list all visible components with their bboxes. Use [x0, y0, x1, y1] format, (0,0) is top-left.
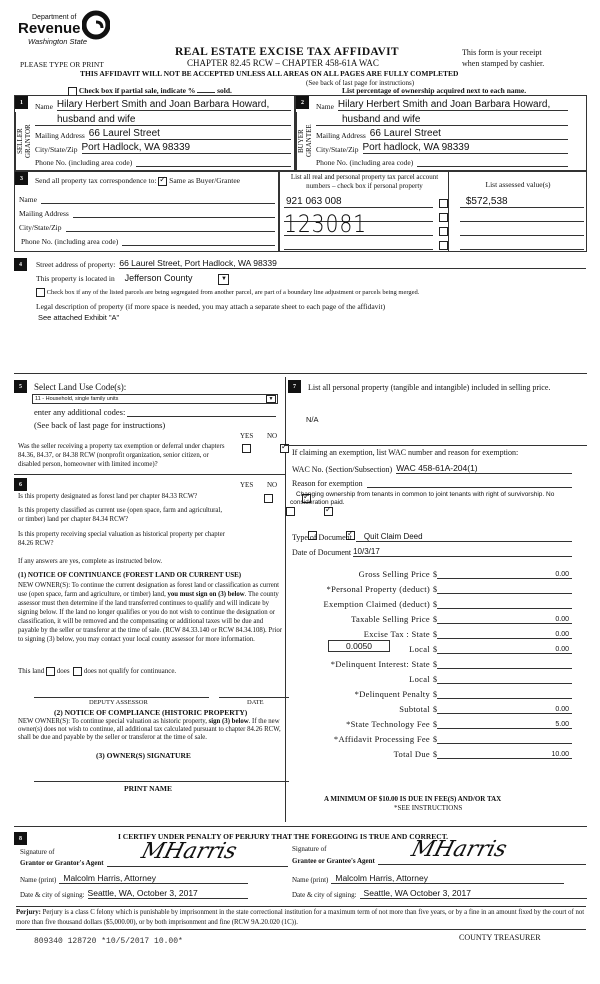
delinquent-penalty-label: *Delinquent Penalty — [354, 689, 430, 699]
land-use-value: 11 - Household, single family units — [35, 396, 119, 402]
excise-local-field[interactable]: 0.00 — [437, 646, 572, 654]
this-land-label: This land — [18, 667, 45, 676]
personal-property-checkbox[interactable] — [439, 199, 448, 208]
assessed-value-field[interactable] — [460, 210, 584, 222]
phone-label: Phone No. (including area code) — [35, 158, 133, 167]
buyer-label — [296, 112, 313, 170]
city-label: City/State/Zip — [19, 223, 62, 232]
personal-property-deduct-field[interactable] — [437, 584, 572, 594]
dollar-sign: $ — [433, 690, 437, 699]
legal-description-field[interactable]: See attached Exhibit "A" — [38, 313, 120, 322]
parcel-row — [284, 236, 584, 250]
assessed-header: List assessed value(s) — [485, 180, 551, 189]
money-row — [292, 579, 572, 594]
notice2-text-a: NEW OWNER(S): To continue special valuation as historic property, — [18, 718, 207, 725]
grantor-sig-label-2: Grantor or Grantor's Agent — [20, 859, 104, 867]
money-row — [292, 669, 572, 684]
money-row — [292, 684, 572, 699]
tax-calculation — [292, 564, 572, 759]
dollar-sign: $ — [433, 660, 437, 669]
parcel-table — [279, 171, 587, 252]
segregated-row — [36, 288, 419, 297]
doc-type-label: Type of Document — [292, 533, 352, 542]
grantor-text: GRANTOR — [24, 124, 32, 158]
notice1-text-b: . The county assessor must then determine if the land transferred continues to qualify and will indicate by signing below. If the land no longer qualifies or you do not wish to continue the designation or classification, it will be removed and the compensating or additional taxes will be due and payable by the seller or transferor at the time of sale. (RCW 84.33.140 or RCW 84.34.108). Prior to signing (3) below, you may contact your local county assessor for more information. — [18, 591, 283, 643]
please-type: PLEASE TYPE OR PRINT — [20, 60, 104, 69]
section-3-correspondence — [14, 171, 279, 252]
date-city-label: Date & city of signing: — [292, 891, 357, 899]
date-label: DATE — [247, 699, 264, 706]
name-print-label: Name (print) — [292, 876, 329, 884]
total-due-label: Total Due — [393, 749, 430, 759]
seller-phone-field[interactable] — [136, 157, 291, 167]
money-row — [292, 609, 572, 624]
taxable-price-field[interactable]: 0.00 — [437, 616, 572, 624]
street-label: Street address of property: — [36, 260, 116, 269]
gross-price-field[interactable]: 0.00 — [437, 571, 572, 579]
exemption-label: If claiming an exemption, list WAC number and reason for exemption: — [292, 448, 519, 457]
located-label: This property is located in — [36, 274, 115, 283]
seller-address-field[interactable]: 66 Laurel Street — [89, 128, 291, 140]
dollar-sign: $ — [433, 570, 437, 579]
reason-line[interactable] — [367, 478, 572, 488]
name-print-label: Name (print) — [20, 876, 57, 884]
send-row — [35, 176, 240, 186]
section-8-certification — [14, 826, 587, 906]
receipt-note-2: when stamped by cashier. — [462, 59, 545, 68]
seller-name-field[interactable]: Hilary Herbert Smith and Joan Barbara Howard, — [57, 99, 291, 111]
grantor-signature: MHarris — [138, 839, 240, 864]
left-column — [14, 377, 286, 822]
subtotal-label: Subtotal — [399, 704, 430, 714]
subtotal-field[interactable]: 0.00 — [437, 706, 572, 714]
county-select[interactable]: Jefferson County — [124, 273, 193, 283]
exemption-yes-checkbox[interactable] — [242, 444, 251, 453]
seller-text: SELLER — [16, 128, 24, 154]
qualify-label: qualify for continuance. — [109, 667, 177, 676]
deputy-date-line[interactable] — [219, 697, 289, 698]
list-pct-note: List percentage of ownership acquired next to each name. — [342, 86, 527, 95]
buyer-text: BUYER — [297, 129, 305, 153]
assessed-value-field[interactable] — [460, 224, 584, 236]
county-row — [36, 273, 229, 285]
grantee-text: GRANTEE — [305, 124, 313, 158]
phone-label: Phone No. (including area code) — [21, 237, 119, 246]
processing-fee-field[interactable] — [437, 734, 572, 744]
processing-fee-label: *Affidavit Processing Fee — [333, 734, 430, 744]
notice2-text-b: . If the new owner(s) does not wish to continue, all additional tax calculated pursuant to chapter 84.26 RCW, shall be due and payable by the seller or transferor at the time of sale. — [18, 718, 281, 741]
money-row — [292, 699, 572, 714]
no-label: NO — [267, 432, 278, 440]
logo-dept: Department of — [32, 14, 77, 21]
partial-sold-label: sold. — [217, 86, 232, 95]
section-number: 5 — [14, 380, 27, 393]
reason-label: Reason for exemption — [292, 479, 363, 488]
land-use-select[interactable] — [32, 394, 278, 404]
street-address-field[interactable]: 66 Laurel Street, Port Hadlock, WA 98339 — [119, 258, 586, 269]
forest-question: Is this property designated as forest land per chapter 84.33 RCW? — [18, 493, 198, 500]
perjury-label: Perjury: — [16, 909, 41, 916]
parcel-header: List all real and personal property tax parcel account numbers – check box if personal property — [290, 173, 439, 190]
address-label: Mailing Address — [19, 209, 69, 218]
delinquent-interest-local-label: Local — [409, 674, 430, 684]
wac-field[interactable]: WAC 458-61A-204(1) — [396, 463, 572, 474]
page-title: REAL ESTATE EXCISE TAX AFFIDAVIT — [175, 46, 399, 58]
exemption-question: Was the seller receiving a property tax exemption or deferral under chapters 84.36, 84.37, or 84.38 RCW (nonprofit organization, senior citizen, or disabled person, homeowner with limited income)? — [18, 443, 225, 468]
partial-sale-label: Check box if partial sale, indicate % — [78, 86, 196, 95]
phone-label: Phone No. (including area code) — [316, 158, 414, 167]
city-label: City/State/Zip — [316, 145, 359, 154]
warning: THIS AFFIDAVIT WILL NOT BE ACCEPTED UNLESS ALL AREAS ON ALL PAGES ARE FULLY COMPLETED — [80, 69, 459, 78]
seller-name-field-2[interactable]: husband and wife — [35, 114, 291, 126]
print-name-label: PRINT NAME — [124, 784, 172, 793]
dollar-sign: $ — [433, 705, 437, 714]
exemption-claimed-label: Exemption Claimed (deduct) — [323, 599, 430, 609]
excise-state-label: Excise Tax : State — [363, 629, 430, 639]
notice1-text — [18, 581, 284, 644]
tech-fee-field[interactable]: 5.00 — [437, 721, 572, 729]
additional-codes-label: enter any additional codes: — [34, 407, 126, 417]
historic-question: Is this property receiving special valuation as historical property per chapter 84.26 RCW? — [18, 531, 225, 547]
notice1-text-a: NEW OWNER(S): To continue the current designation as forest land or classification as current use (open space, farm and agriculture, or timber) land, — [18, 582, 280, 598]
delinquent-interest-state-field[interactable] — [437, 659, 572, 669]
notice2-title: (2) NOTICE OF COMPLIANCE (HISTORIC PROPERTY) — [54, 708, 248, 717]
perjury-text: Perjury is a class C felony which is punishable by imprisonment in the state correctional institution for a maximum term of not more than five years, or by a fine in an amount fixed by the court of not more than five thousand dollars ($5,000.00), or by both imprisonment and fine (RCW 9A.20.020 (1C)). — [16, 909, 585, 926]
corr-name-field[interactable] — [41, 195, 275, 204]
land-use-label: Select Land Use Code(s): — [34, 382, 127, 392]
delinquent-interest-state-label: *Delinquent Interest: State — [330, 659, 430, 669]
does-not-checkbox[interactable] — [73, 667, 82, 676]
logo-revenue: Revenue — [18, 20, 81, 37]
total-due-field[interactable]: 10.00 — [437, 751, 572, 759]
doc-date-label: Date of Document — [292, 548, 352, 557]
name-label: Name — [35, 102, 53, 111]
if-yes-note: If any answers are yes, complete as instructed below. — [18, 558, 163, 565]
address-label: Mailing Address — [316, 131, 366, 140]
county-treasurer: COUNTY TREASURER — [459, 933, 541, 942]
send-label: Send all property tax correspondence to: — [35, 176, 157, 185]
grantor-sig-label-1: Signature of — [20, 848, 55, 856]
seller-label — [15, 112, 32, 170]
land-use-chevron-icon[interactable]: ▼ — [266, 395, 276, 403]
deputy-label: DEPUTY ASSESSOR — [89, 699, 148, 706]
partial-pct-field[interactable] — [197, 92, 215, 93]
section-4-property — [14, 256, 587, 374]
money-row — [292, 744, 572, 759]
money-row — [292, 639, 572, 654]
section-number: 6 — [14, 478, 27, 491]
current-use-question: Is this property classified as current use (open space, farm and agricultural, or timber) land per chapter 84.34 RCW? — [18, 507, 223, 523]
receipt-note-1: This form is your receipt — [462, 48, 542, 57]
segregated-label: Check box if any of the listed parcels are being segregated from another parcel, are part of a boundary line adjustment or parcels being merged. — [46, 288, 420, 296]
deputy-signature-line[interactable] — [34, 697, 209, 698]
legal-label: Legal description of property (if more space is needed, you may attach a separate sheet to each page of the affidavit) — [36, 302, 386, 311]
forest-yes-checkbox[interactable] — [264, 494, 273, 503]
exemption-claimed-field[interactable] — [437, 599, 572, 609]
seller-city-field[interactable]: Port Hadlock, WA 98339 — [82, 142, 292, 154]
county-dropdown-chevron-icon[interactable]: ▼ — [218, 274, 229, 285]
money-row — [292, 714, 572, 729]
parcel-number-field[interactable] — [284, 238, 433, 250]
dollar-sign: $ — [433, 750, 437, 759]
dollar-sign: $ — [433, 645, 437, 654]
money-row — [292, 594, 572, 609]
section-number: 2 — [296, 96, 309, 109]
dollar-sign: $ — [433, 600, 437, 609]
corr-city-field[interactable] — [66, 223, 276, 232]
yes-label: YES — [240, 481, 254, 489]
delinquent-penalty-field[interactable] — [437, 689, 572, 699]
segregated-checkbox[interactable] — [36, 288, 45, 297]
address-label: Mailing Address — [35, 131, 85, 140]
money-row — [292, 564, 572, 579]
parcel-row — [284, 194, 584, 208]
grantee-signature: MHarris — [408, 837, 510, 862]
dor-logo — [18, 10, 118, 52]
section-2-buyer — [295, 95, 587, 171]
corr-address-field[interactable] — [73, 209, 275, 218]
wac-label: WAC No. (Section/Subsection) — [292, 465, 393, 474]
buyer-name-field-2[interactable]: husband and wife — [316, 114, 568, 126]
notice2-text — [18, 718, 288, 742]
certify-statement: I CERTIFY UNDER PENALTY OF PERJURY THAT THE FOREGOING IS TRUE AND CORRECT. — [118, 832, 449, 841]
logo-state: Washington State — [28, 37, 88, 46]
additional-codes-field[interactable] — [127, 408, 276, 417]
reason-field[interactable]: Changing ownership from tenants in common to joint tenants with right of survivorship. No consideration paid. — [290, 491, 555, 506]
handwritten-number: 123081 — [284, 210, 367, 238]
section-7-right-column — [286, 377, 587, 822]
dollar-sign: $ — [433, 735, 437, 744]
parcel-number-field[interactable]: 921 063 008 — [284, 196, 433, 208]
perjury-notice — [16, 906, 586, 930]
yes-label: YES — [240, 432, 254, 440]
land-use-see-back: (See back of last page for instructions) — [34, 420, 166, 430]
buyer-address-field[interactable]: 66 Laurel Street — [370, 128, 568, 140]
buyer-name-field[interactable]: Hilary Herbert Smith and Joan Barbara Howard, — [338, 99, 568, 111]
personal-property-value[interactable]: N/A — [306, 415, 319, 424]
logo-swirl-icon — [82, 10, 110, 40]
does-not-label: does not — [83, 667, 108, 676]
grantor-date-field[interactable]: Seattle, WA, October 3, 2017 — [88, 888, 248, 899]
see-back: (See back of last page for instructions) — [306, 79, 415, 87]
owner-signature-label: (3) OWNER(S) SIGNATURE — [96, 751, 191, 760]
name-label: Name — [316, 102, 334, 111]
assessed-value-field[interactable] — [460, 238, 584, 250]
continuance-row — [18, 667, 176, 676]
tech-fee-label: *State Technology Fee — [346, 719, 430, 729]
same-as-label: Same as Buyer/Grantee — [169, 176, 240, 185]
date-city-label: Date & city of signing: — [20, 891, 85, 899]
section-number: 3 — [15, 172, 28, 185]
grantor-name-field[interactable]: Malcolm Harris, Attorney — [59, 873, 248, 884]
section-number: 8 — [14, 832, 27, 845]
assessed-value-field[interactable]: $572,538 — [460, 196, 584, 208]
grantee-sig-label-2: Grantee or Grantee's Agent — [292, 857, 375, 865]
city-label: City/State/Zip — [35, 145, 78, 154]
grantee-date-field[interactable]: Seattle, WA October 3, 2017 — [360, 888, 587, 899]
notice2-text-bold: sign (3) below — [208, 718, 249, 725]
money-row — [292, 729, 572, 744]
delinquent-interest-local-field[interactable] — [437, 674, 572, 684]
dollar-sign: $ — [433, 615, 437, 624]
does-label: does — [56, 667, 70, 676]
minimum-due-note: A MINIMUM OF $10.00 IS DUE IN FEE(S) AND/OR TAX — [324, 795, 502, 803]
gross-price-label: Gross Selling Price — [358, 569, 430, 579]
personal-property-label: List all personal property (tangible and intangible) included in selling price. — [308, 383, 551, 392]
no-label: NO — [267, 481, 278, 489]
personal-property-deduct-label: *Personal Property (deduct) — [326, 584, 430, 594]
taxable-price-label: Taxable Selling Price — [351, 614, 430, 624]
section-1-seller — [14, 95, 295, 171]
dollar-sign: $ — [433, 675, 437, 684]
excise-local-label: Local — [409, 644, 430, 654]
see-instructions: *SEE INSTRUCTIONS — [394, 804, 463, 812]
personal-property-checkbox[interactable] — [439, 227, 448, 236]
notice1-text-bold: you must sign on (3) below — [167, 591, 245, 598]
dollar-sign: $ — [433, 630, 437, 639]
buyer-phone-field[interactable] — [417, 157, 568, 167]
excise-state-field[interactable]: 0.00 — [437, 631, 572, 639]
personal-property-checkbox[interactable] — [439, 213, 448, 222]
dollar-sign: $ — [433, 585, 437, 594]
corr-phone-field[interactable] — [122, 237, 275, 246]
section-number: 1 — [15, 96, 28, 109]
grantee-sig-label-1: Signature of — [292, 845, 327, 853]
grantee-name-field[interactable]: Malcolm Harris, Attorney — [331, 873, 564, 884]
money-row — [292, 624, 572, 639]
dollar-sign: $ — [433, 720, 437, 729]
money-row — [292, 654, 572, 669]
buyer-city-field[interactable]: Port hadlock, WA 98339 — [363, 142, 569, 154]
local-rate-field[interactable]: 0.0050 — [328, 640, 390, 652]
doc-date-field[interactable]: 10/3/17 — [353, 547, 572, 557]
notice1-title: (1) NOTICE OF CONTINUANCE (FOREST LAND OR CURRENT USE) — [18, 571, 242, 579]
chapter-line: CHAPTER 82.45 RCW – CHAPTER 458-61A WAC — [187, 58, 379, 68]
name-label: Name — [19, 195, 37, 204]
doc-type-field[interactable]: Quit Claim Deed — [356, 532, 572, 542]
personal-property-checkbox[interactable] — [439, 241, 448, 250]
section-number: 4 — [14, 258, 27, 271]
same-as-buyer-checkbox[interactable] — [158, 177, 167, 186]
cashier-stamp: 809340 128720 *10/5/2017 10.00* — [34, 937, 183, 946]
does-checkbox[interactable] — [46, 667, 55, 676]
section-number: 7 — [288, 380, 301, 393]
owner-signature-line[interactable] — [34, 781, 289, 782]
